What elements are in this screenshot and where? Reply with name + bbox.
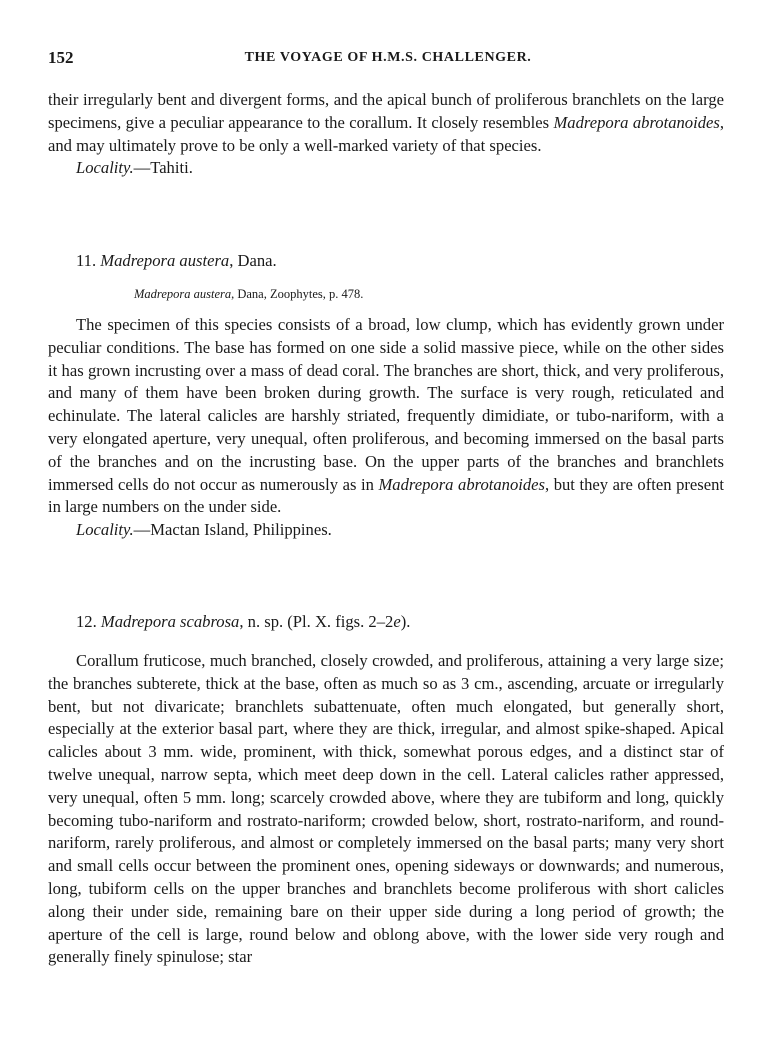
intro-paragraph: their irregularly bent and divergent forms, and the apical bunch of proliferous branchlets on the large specimens, give a peculiar appearance to the corallum. It closely resembles Madrepora abrotanoides, and may ultimately prove to be only a well-marked variety of that species.	[48, 90, 724, 155]
locality-line: Locality.—Mactan Island, Philippines.	[76, 520, 332, 540]
species-reference: Madrepora abrotanoides	[378, 474, 545, 494]
intro-section	[48, 89, 724, 180]
description-paragraph: The specimen of this species consists of a broad, low clump, which has evidently grown under peculiar conditions. The base has formed on one side a solid massive piece, while on the other sides it has grown incrusting over a mass of dead coral. The branches are short, thick, and very proliferous, and many of them have been broken during growth. The surface is very rough, reticulated and echinulate. The lateral calicles are harshly striated, frequently dimidiate, or tubo-nariform, with a very elongated aperture, very unequal, often proliferous, and becoming immersed on the basal parts of the branches and on the incrusting base. On the upper parts of the branches and branchlets immersed cells do not occur as numerously as in Madrepora abrotanoides, but they are often present in large numbers on the under side.	[48, 315, 724, 517]
species-title: 11. Madrepora austera, Dana.	[76, 251, 277, 270]
locality-line: Locality.—Tahiti.	[76, 158, 193, 178]
page-header	[48, 48, 728, 72]
species-11-description	[48, 314, 724, 542]
running-title: THE VOYAGE OF H.M.S. CHALLENGER.	[244, 50, 532, 65]
species-11-synonym	[48, 283, 724, 306]
species-12-description	[48, 650, 724, 969]
species-12-heading	[48, 611, 724, 634]
page-number: 152	[48, 48, 74, 67]
synonymy-line: Madrepora austera, Dana, Zoophytes, p. 478.	[134, 287, 364, 301]
description-paragraph: Corallum fruticose, much branched, closely crowded, and proliferous, attaining a very large size; the branches subterete, thick at the base, often as much so as 3 cm., ascending, arcuate or irregularly bent, but not divaricate; branchlets subattenuate, often much elongated, but generally short, especially at the exterior basal part, where they are thick, irregular, and almost spike-shaped. Apical calicles about 3 mm. wide, prominent, with thick, somewhat porous edges, and a distinct star of twelve unequal, narrow septa, which meet deep down in the cell. Lateral calicles rather appressed, very unequal, often 5 mm. long; scarcely crowded above, where they are tubiform and long, quickly becoming tubo-nariform and rostrato-nariform; crowded below, short, rostrato-nariform, and round-nariform, rarely proliferous, and almost or completely immersed on the basal parts; many very short and small cells occur between the prominent ones, opening sideways or downwards; and numerous, long, tubiform cells on the upper branches and branchlets become proliferous with short calicles along their under side, remaining bare on their upper side during a long period of growth; the aperture of the cell is large, round below and oblong above, with the lower side very rough and generally finely spinulose; star	[48, 651, 724, 967]
species-11-heading	[48, 250, 724, 273]
species-title: 12. Madrepora scabrosa, n. sp. (Pl. X. figs. 2–2e).	[76, 612, 411, 631]
species-reference: Madrepora abrotanoides	[553, 112, 720, 132]
